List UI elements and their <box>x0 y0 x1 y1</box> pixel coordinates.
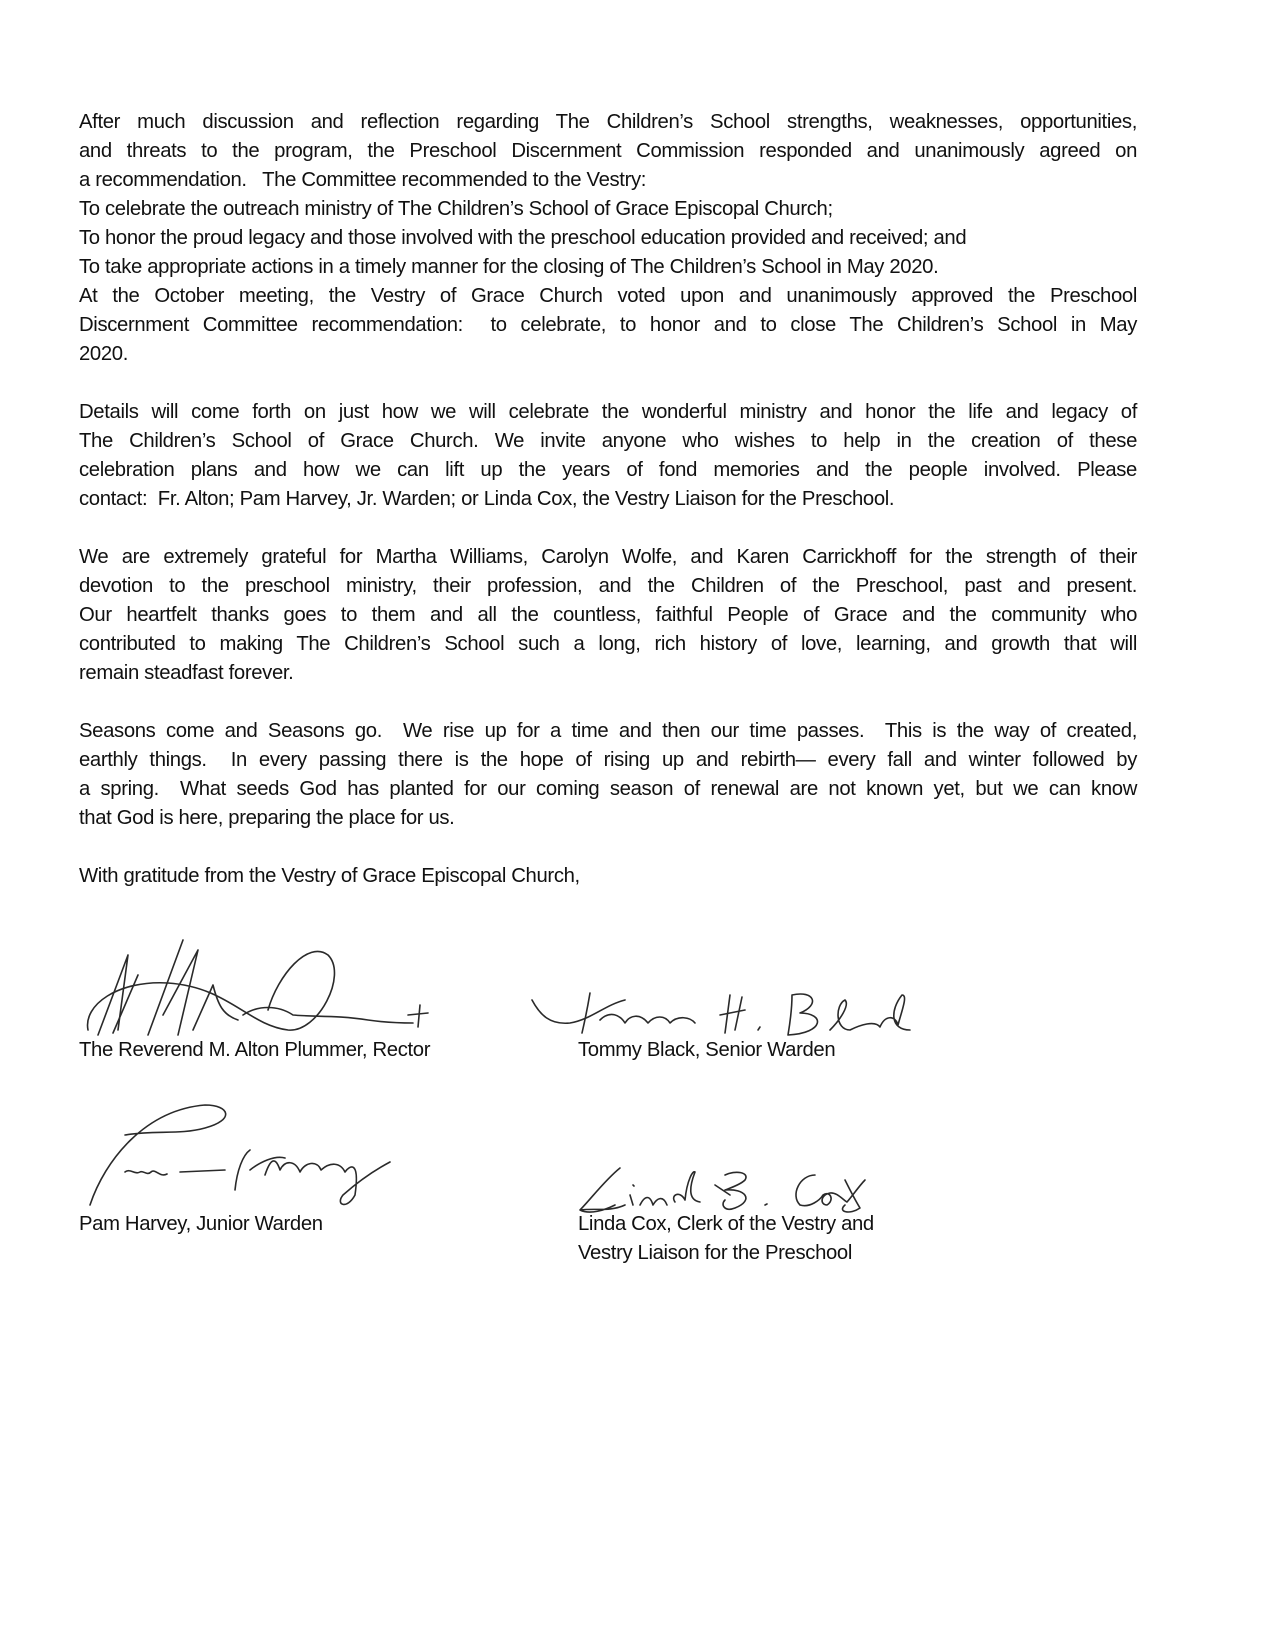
text-line: We are extremely grateful for Martha Williams, Carolyn Wolfe, and Karen Carrickhoff for the strength of their <box>79 546 1137 568</box>
text-line: The Children’s School of Grace Church. We invite anyone who wishes to help in the creation of these <box>79 430 1137 452</box>
text-line: To take appropriate actions in a timely manner for the closing of The Children’s School in May 2020. <box>79 256 939 278</box>
text-line: To honor the proud legacy and those involved with the preschool education provided and received; and <box>79 227 967 249</box>
signatory-clerk <box>578 1210 874 1268</box>
signatory-junior-warden <box>79 1210 323 1239</box>
text-line: At the October meeting, the Vestry of Grace Church voted upon and unanimously approved the Preschool <box>79 285 1137 307</box>
signatory-name: Linda Cox, Clerk of the Vestry and <box>578 1213 874 1235</box>
signatory-senior-warden <box>578 1036 835 1065</box>
text-line: celebration plans and how we can lift up the years of fond memories and the people involved. Please <box>79 459 1137 481</box>
text-line: Our heartfelt thanks goes to them and all the countless, faithful People of Grace and the community who <box>79 604 1137 626</box>
text-line: Discernment Committee recommendation: to celebrate, to honor and to close The Children’s School in May <box>79 314 1137 336</box>
text-line: 2020. <box>79 343 129 365</box>
text-line: remain steadfast forever. <box>79 662 294 684</box>
text-line: Details will come forth on just how we will celebrate the wonderful ministry and honor the life and legacy of <box>79 401 1137 423</box>
closing-salutation: With gratitude from the Vestry of Grace Episcopal Church, <box>79 865 580 887</box>
text-line: devotion to the preschool ministry, their profession, and the Children of the Preschool, past and present. <box>79 575 1137 597</box>
text-line: a spring. What seeds God has planted for our coming season of renewal are not known yet, but we can know <box>79 778 1137 800</box>
signatory-name: The Reverend M. Alton Plummer, Rector <box>79 1039 431 1061</box>
signature-harvey-icon <box>85 1100 395 1215</box>
signatory-rector <box>79 1036 430 1065</box>
text-line: earthly things. In every passing there is the hope of rising up and rebirth— every fall and winter followed by <box>79 749 1137 771</box>
text-line: contributed to making The Children’s School such a long, rich history of love, learning, and growth that will <box>79 633 1137 655</box>
paragraph-recommendation <box>79 108 1137 369</box>
signature-plummer-icon <box>78 935 458 1045</box>
paragraph-celebration-details <box>79 398 1137 514</box>
signatory-name: Tommy Black, Senior Warden <box>578 1039 836 1061</box>
signatory-title: Vestry Liaison for the Preschool <box>578 1242 853 1264</box>
text-line: After much discussion and reflection regarding The Children’s School strengths, weaknesses, opportunities, <box>79 111 1137 133</box>
text-line: To celebrate the outreach ministry of The Children’s School of Grace Episcopal Church; <box>79 198 833 220</box>
paragraph-seasons <box>79 717 1137 833</box>
text-line: that God is here, preparing the place for us. <box>79 807 455 829</box>
text-line: and threats to the program, the Preschool Discernment Commission responded and unanimously agreed on <box>79 140 1137 162</box>
text-line: a recommendation. The Committee recommended to the Vestry: <box>79 169 647 191</box>
signatory-name: Pam Harvey, Junior Warden <box>79 1213 323 1235</box>
paragraph-gratitude <box>79 543 1137 688</box>
text-line: contact: Fr. Alton; Pam Harvey, Jr. Warden; or Linda Cox, the Vestry Liaison for the Preschool. <box>79 488 895 510</box>
letter-body <box>79 108 1137 891</box>
text-line: Seasons come and Seasons go. We rise up for a time and then our time passes. This is the way of created, <box>79 720 1137 742</box>
